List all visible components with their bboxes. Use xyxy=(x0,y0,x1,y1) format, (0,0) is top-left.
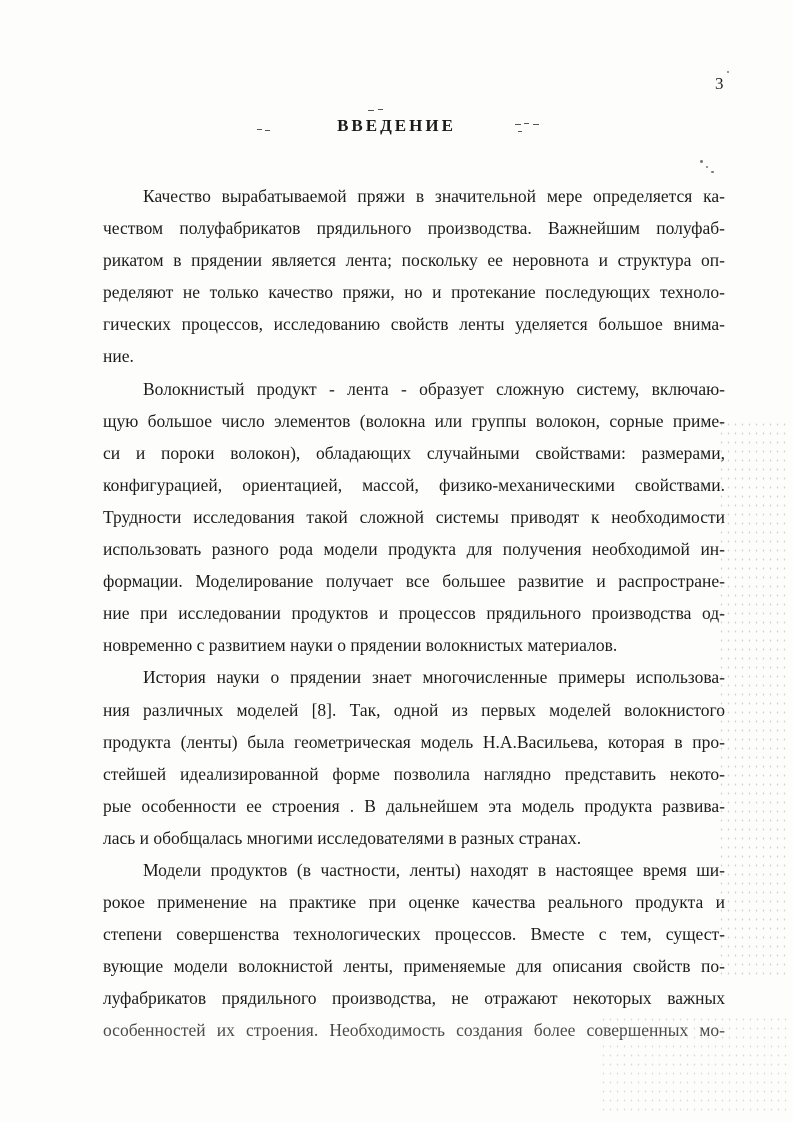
paragraph xyxy=(103,854,725,1047)
page-title: ВВЕДЕНИЕ xyxy=(337,116,456,135)
text-line: конфигурацией, ориентацией, массой, физико-механическими свойствами. xyxy=(103,474,725,495)
text-line: вующие модели волокнистой ленты, применяемые для описания свойств по- xyxy=(103,956,725,977)
text-line: щую большое число элементов (волокна или группы волокон, сорные приме- xyxy=(103,410,725,431)
scan-artifact xyxy=(700,160,703,163)
body-text xyxy=(103,180,725,1047)
text-line: лась и обобщалась многими исследователями в разных странах. xyxy=(103,827,582,848)
text-line: рокое применение на практике при оценке качества реального продукта и xyxy=(103,892,725,913)
text-line: Трудности исследования такой сложной системы приводят к необходимости xyxy=(103,506,725,527)
scan-artifact xyxy=(727,71,729,73)
text-line: стейшей идеализированной форме позволила наглядно представить некото- xyxy=(103,763,725,784)
scan-artifact xyxy=(711,171,714,173)
text-line: ние при исследовании продуктов и процессов прядильного производства од- xyxy=(103,603,725,624)
text-line: История науки о прядении знает многочисленные примеры использова- xyxy=(143,667,725,688)
text-line: рикатом в прядении является лента; поскольку ее неровнота и структура оп- xyxy=(103,250,725,271)
text-line: формации. Моделирование получает все большее развитие и распростране- xyxy=(103,571,725,592)
text-line: особенностей их строения. Необходимость создания более совершенных мо- xyxy=(103,1020,725,1041)
text-line: Волокнистый продукт - лента - образует сложную систему, включаю- xyxy=(143,378,725,399)
page-number: 3 xyxy=(715,74,724,93)
scan-artifact xyxy=(706,166,708,168)
text-line: Модели продуктов (в частности, ленты) находят в настоящее время ши- xyxy=(143,859,725,880)
scan-noise xyxy=(718,420,788,980)
paragraph xyxy=(103,180,725,373)
text-line: рые особенности ее строения . В дальнейшем эта модель продукта развива- xyxy=(103,795,725,816)
text-line: гических процессов, исследованию свойств ленты уделяется большое внима- xyxy=(103,314,725,335)
text-line: ределяют не только качество пряжи, но и протекание последующих техноло- xyxy=(103,282,725,303)
text-line: продукта (ленты) была геометрическая модель Н.А.Васильева, которая в про- xyxy=(103,731,725,752)
text-line: чеством полуфабрикатов прядильного производства. Важнейшим полуфаб- xyxy=(103,218,725,239)
text-line: ние. xyxy=(103,346,134,367)
text-line: степени совершенства технологических процессов. Вместе с тем, сущест- xyxy=(103,924,725,945)
text-line: луфабрикатов прядильного производства, не отражают некоторых важных xyxy=(103,988,725,1009)
paragraph xyxy=(103,661,725,854)
text-line: ния различных моделей [8]. Так, одной из первых моделей волокнистого xyxy=(103,699,725,720)
paragraph xyxy=(103,373,725,662)
text-line: Качество вырабатываемой пряжи в значительной мере определяется ка- xyxy=(143,186,725,206)
text-line: си и пороки волокон), обладающих случайными свойствами: размерами, xyxy=(103,442,725,463)
scan-artifact xyxy=(368,110,374,111)
scan-artifact xyxy=(378,109,383,110)
text-line: использовать разного рода модели продукта для получения необходимой ин- xyxy=(103,539,725,560)
text-line: новременно с развитием науки о прядении волокнистых материалов. xyxy=(103,635,618,656)
